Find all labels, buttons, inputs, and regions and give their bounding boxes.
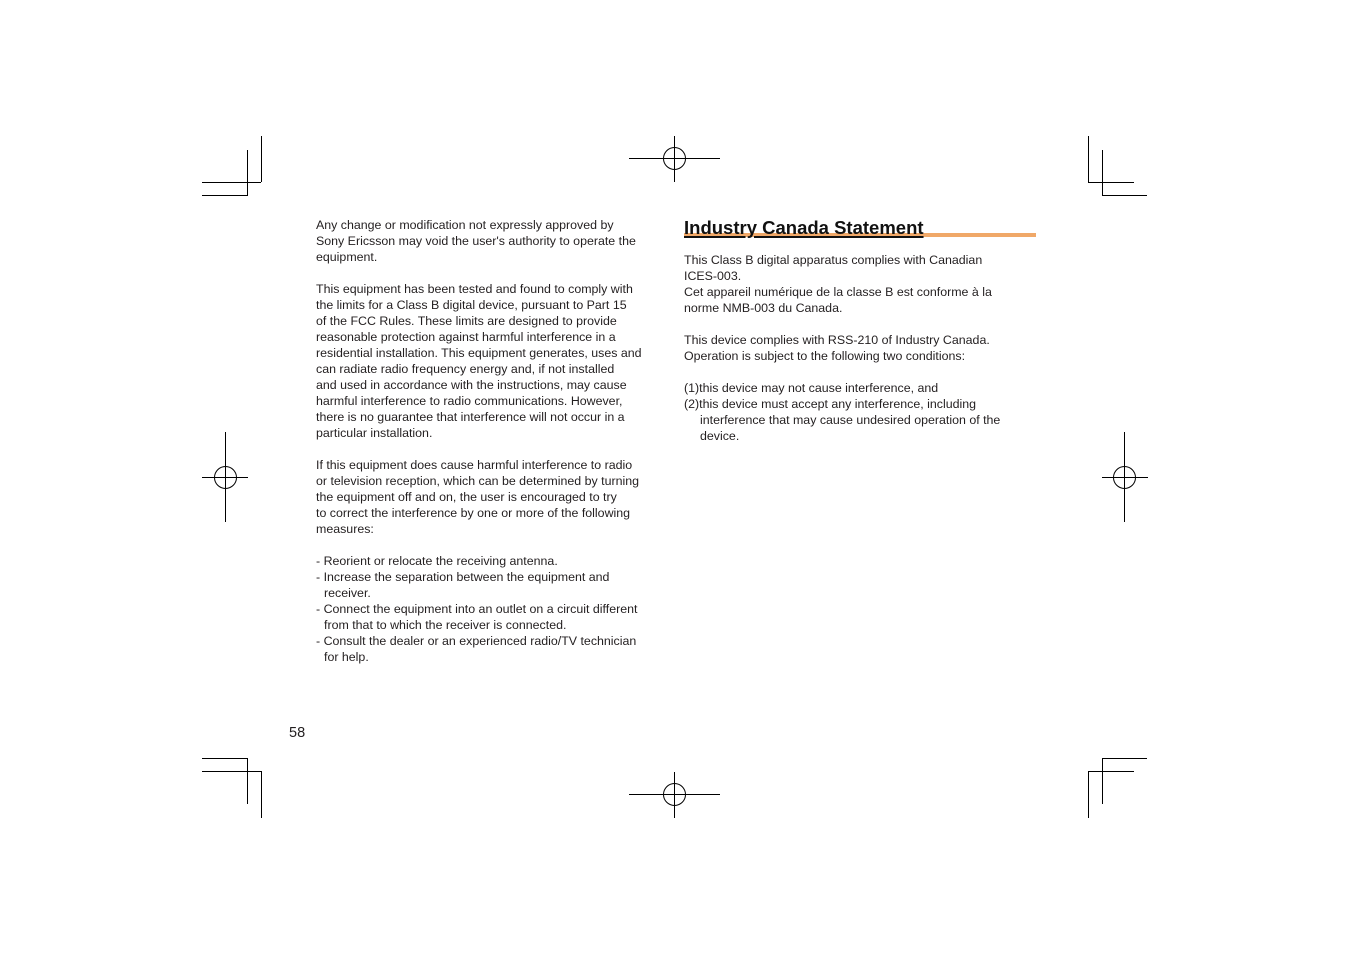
list-item: - Consult the dealer or an experienced radio/TV technician for help. [316,634,637,664]
registration-mark-bottom [629,772,720,818]
list-item: - Connect the equipment into an outlet on a circuit different from that to which the receiver is connected. [316,602,638,632]
list-item: - Reorient or relocate the receiving antenna. [316,554,558,568]
crop-mark-bottom-left [202,758,262,818]
class-b-english-paragraph: This Class B digital apparatus complies with Canadian ICES-003. [684,253,983,283]
registration-mark-right [1102,432,1148,522]
rss-paragraph: This device complies with RSS-210 of Industry Canada. Operation is subject to the following two conditions: [684,333,990,363]
page-number: 58 [289,725,306,741]
crop-mark-top-right [1088,136,1147,196]
registration-mark-left [202,432,248,522]
conditions-list [684,380,1036,444]
class-b-french-paragraph: Cet appareil numérique de la classe B est conforme à la norme NMB-003 du Canada. [684,285,992,315]
section-heading-block [684,217,1036,240]
section-heading: Industry Canada Statement [684,217,924,238]
left-column [316,217,666,665]
interference-paragraph: If this equipment does cause harmful interference to radio or television reception, which can be determined by turning the equipment off and on, the user is encouraged to try to correct the interference by one or more of the following measures: [316,458,640,536]
registration-mark-top [629,136,720,182]
list-item: - Increase the separation between the equipment and receiver. [316,570,610,600]
modification-paragraph: Any change or modification not expressly approved by Sony Ericsson may void the user's authority to operate the equipment. [316,218,636,264]
crop-mark-top-left [202,136,262,196]
list-item: (1)this device may not cause interference, and [684,381,939,395]
right-column [684,217,1036,444]
list-item: (2)this device must accept any interference, including interference that may cause undesired operation of the device. [684,397,1001,443]
measures-list [316,553,666,665]
fcc-compliance-paragraph: This equipment has been tested and found to comply with the limits for a Class B digital device, pursuant to Part 15 of the FCC Rules. These limits are designed to provide reasonable protection against harmful interference in a residential installation. This equipment generates, uses and can radiate radio frequency energy and, if not installed and used in accordance with the instructions, may cause harmful interference to radio communications. However, there is no guarantee that interference will not occur in a particular installation. [316,282,642,440]
crop-mark-bottom-right [1088,758,1147,818]
